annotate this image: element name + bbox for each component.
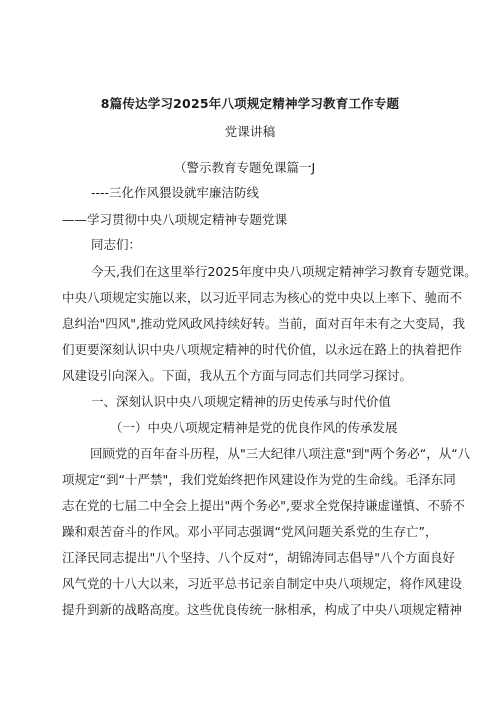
document-subtitle: （警示教育专题免课篇一J bbox=[174, 160, 316, 175]
paragraph-line: 回顾党的百年奋斗历程，从"三大纪律八项注意"到"两个务必“，从“八 bbox=[90, 446, 471, 461]
paragraph-line: 们更要深刻认识中央八项规定精神的时代价值，以永远在路上的执着把作 bbox=[62, 342, 463, 357]
paragraph-line: 风气党的十八大以来，习近平总书记亲自制定中央八项规定，将作风建设 bbox=[62, 576, 463, 591]
paragraph-line: 江泽民同志提出"八个坚持、八个反对“，胡锦涛同志倡导"八个方面良好 bbox=[62, 550, 455, 565]
salutation: 同志们： bbox=[91, 237, 142, 252]
paragraph-line: 志在党的七届二中全会上提出"两个务必",要求全党保持谦虚谨慎、不骄不 bbox=[62, 498, 465, 513]
document-title-line-1: 8篇传达学习2025年八项规定精神学习教育工作专题 bbox=[100, 96, 400, 111]
subsection-heading: （一）中央八项规定精神是党的优良作风的传承发展 bbox=[110, 420, 398, 435]
paragraph-line: 风建设引向深入。下面，我从五个方面与同志们共同学习探讨。 bbox=[62, 368, 413, 383]
paragraph-line: 中央八项规定实施以来，以习近平同志为核心的党中央以上率下、驰而不 bbox=[62, 290, 463, 305]
course-title-line: ——学习贯彻中央八项规定精神专题党课 bbox=[62, 212, 288, 227]
paragraph-line: 提升到新的战略高度。这些优良传统一脉相承，构成了中央八项规定精神 bbox=[62, 602, 463, 617]
theme-line: ----三化作风猥设就牢廉洁防线 bbox=[91, 185, 260, 200]
document-title-line-2: 党课讲稿 bbox=[224, 124, 276, 139]
paragraph-line: 息纠治"四风",推动党风政风持续好转。当前，面对百年未有之大变局，我 bbox=[62, 316, 465, 331]
paragraph-line: 今天,我们在这里举行2025年度中央八项规定精神学习教育专题党课。 bbox=[91, 264, 477, 279]
section-heading: 一、深刻认识中央八项规定精神的历史传承与时代价值 bbox=[91, 394, 392, 409]
paragraph-line: 躁和艰苦奋斗的作风。邓小平同志强调“党风问题关系党的生存亡”， bbox=[62, 524, 438, 539]
paragraph-line: 项规定“到“十严禁"，我们党始终把作风建设作为党的生命线。毛泽东同 bbox=[62, 472, 456, 487]
